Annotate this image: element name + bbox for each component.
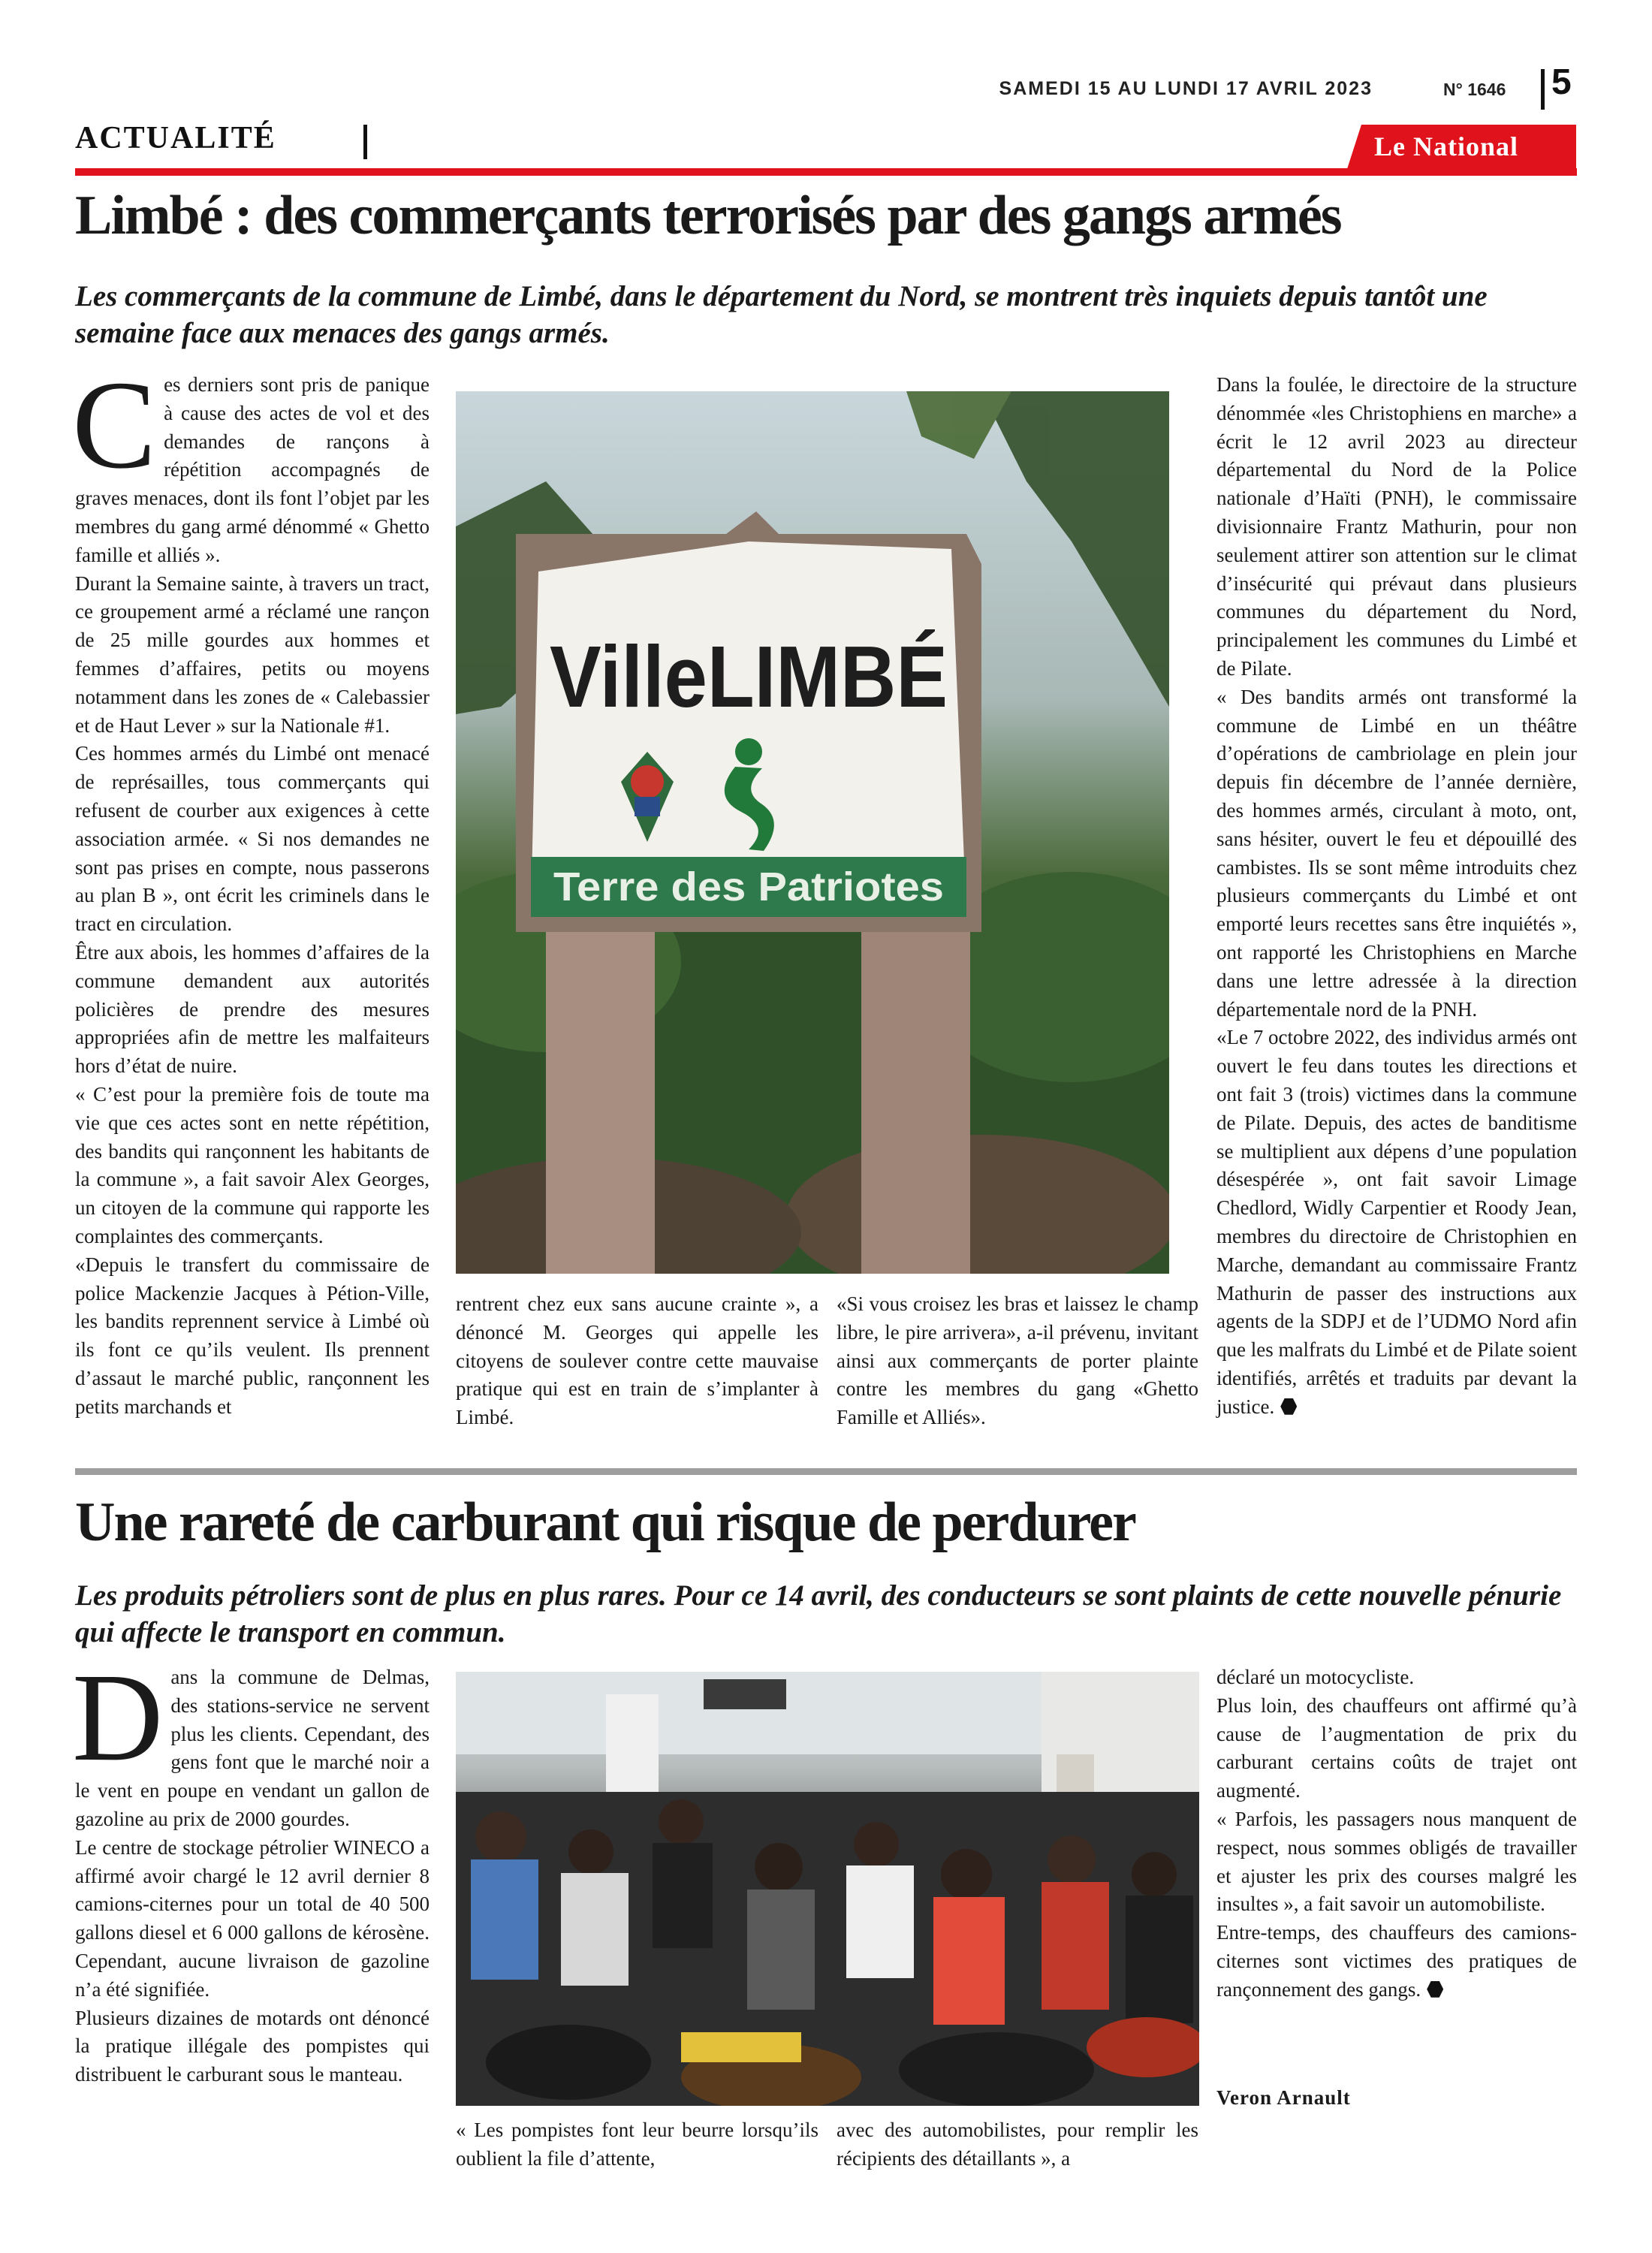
article1-column-4	[1216, 371, 1577, 1441]
article-divider	[75, 1468, 1577, 1475]
article2-title: Une rareté de carburant qui risque de perdurer	[75, 1491, 1135, 1553]
article2-paragraph: déclaré un motocycliste.	[1216, 1666, 1415, 1688]
article1-paragraph: Dans la foulée, le directoire de la structure dénommée «les Christophiens en marche» a écrit le 12 avril 2023 au directeur départemental du Nord de la Police nationale d’Haïti (PNH), le commissaire divisionnaire Frantz Mathurin, pour non seulement attirer son attention sur le climat d’insécurité qui prévaut dans plusieurs communes du département du Nord, principalement les communes du Limbé et de Pilate.	[1216, 373, 1577, 680]
issue-date: SAMEDI 15 AU LUNDI 17 AVRIL 2023	[999, 78, 1373, 99]
article1-paragraph: es derniers sont pris de panique à cause des actes de vol et des demandes de rançons à répétition accompagnés de graves menaces, dont ils font l’objet par les membres du gang armé dénommé « Ghetto famille et alliés ».	[75, 373, 430, 566]
article1-dropcap: C	[72, 355, 157, 495]
article2-paragraph: Plus loin, des chauffeurs ont affirmé qu’à cause de l’augmentation de prix du carburant certains coûts de trajet ont augmenté.	[1216, 1694, 1577, 1802]
article1-title: Limbé : des commerçants terrorisés par des gangs armés	[75, 185, 1341, 246]
article1-paragraph-text: «Le 7 octobre 2022, des individus armés ont ouvert le feu dans toutes les directions et ont fait 3 (trois) victimes dans la commune de Pilate. Depuis, des actes de banditisme se multiplient aux dépens d’une population désespérée », ont fait savoir Limage Chedlord, Widly Carpentier et Roody Jean, membres du directoire de Christophien en Marche, demandant au commissaire Frantz Mathurin de passer des instructions aux agents de la SDPJ et de l’UDMO Nord afin que les malfrats du Limbé et de Pilate soient identifiés, arrêtés et traduits par devant la justice.	[1216, 1026, 1577, 1418]
end-of-article-icon	[1427, 1981, 1443, 1998]
section-label: ACTUALITÉ	[75, 121, 276, 155]
article2-paragraph-text: Entre-temps, des chauffeurs des camions-citernes sont victimes des pratiques de rançonnement des gangs.	[1216, 1921, 1577, 2001]
article2-dropcap: D	[72, 1648, 164, 1787]
article2-paragraph: « Parfois, les passagers nous manquent de respect, nous sommes obligés de travailler et ajuster les prix des courses malgré les insultes », a fait savoir un automobiliste.	[1216, 1807, 1577, 1916]
article1-paragraph: « Des bandits armés ont transformé la commune de Limbé en un théâtre d’opérations de cambriolage en plein jour depuis fin décembre de l’année dernière, des hommes armés, circulant à moto, ont, sans hésiter, ouvert le feu et dépouillé des cambistes. Ils se sont même introduits chez plusieurs commerçants du Limbé et ont emporté leurs recettes sans être inquiétés », ont rapporté les Christophiens en Marche dans une lettre adressée à la direction départementale nord de la PNH.	[1216, 685, 1577, 1021]
article2-paragraph: Plusieurs dizaines de motards ont dénoncé la pratique illégale des pompistes qui distribuent le carburant sous le manteau.	[75, 2006, 430, 2086]
article2-column-2	[456, 2116, 818, 2173]
page-number: 5	[1551, 62, 1572, 102]
end-of-article-icon	[1280, 1398, 1297, 1415]
article2-paragraph-last	[1216, 1919, 1577, 2004]
limbe-sign-illustration	[456, 391, 1169, 1274]
fuel-crowd-illustration	[456, 1672, 1199, 2106]
sign-motto: Terre des Patriotes	[553, 864, 944, 909]
article2-byline: Veron Arnault	[1216, 2086, 1351, 2109]
sign-title: VilleLIMBÉ	[550, 628, 948, 725]
article1-paragraph-last	[1216, 1024, 1577, 1421]
article2-paragraph: Le centre de stockage pétrolier WINECO a affirmé avoir chargé le 12 avril dernier 8 camions-citernes pour un total de 40 500 gallons diesel et 6 000 gallons de kérosène. Cependant, aucune livraison de gazoline n’a été signifiée.	[75, 1835, 430, 2001]
article1-lead: Les commerçants de la commune de Limbé, dans le département du Nord, se montrent très inquiets depuis tantôt une semaine face aux menaces des gangs armés.	[75, 280, 1488, 349]
article2-column-4	[1216, 1663, 1577, 2004]
article2-paragraph: avec des automobilistes, pour remplir les récipients des détaillants », a	[837, 2119, 1198, 2170]
sign-post-left	[546, 909, 655, 1274]
article2-lead: Les produits pétroliers sont de plus en plus rares. Pour ce 14 avril, des conducteurs se sont plaints de cette nouvelle pénurie qui affecte le transport en commun.	[75, 1579, 1562, 1648]
article2-column-1	[72, 1648, 430, 2089]
article1-paragraph: «Depuis le transfert du commissaire de police Mackenzie Jacques à Pétion-Ville, les bandits reprennent service à Limbé où ils font ce qu’ils veulent. Ils prennent d’assaut le marché public, rançonnent les petits marchands et	[75, 1253, 430, 1418]
article1-paragraph: Ces hommes armés du Limbé ont menacé de représailles, tous commerçants qui refusent de courber aux exigences à cette association armée. « Si nos demandes ne sont pas prises en compte, nous passerons au plan B », ont écrit les criminels dans le tract en circulation.	[75, 742, 430, 936]
limbe-sign-photo	[456, 391, 1169, 1274]
article1-paragraph: Durant la Semaine sainte, à travers un tract, ce groupement armé a réclamé une rançon de 25 mille gourdes aux hommes et femmes d’affaires, petits ou moyens notamment dans les zones de « Calebassier et de Haut Lever » sur la Nationale #1.	[75, 572, 430, 737]
sign-post-right	[861, 909, 970, 1274]
article1-column-3	[837, 1290, 1198, 1432]
fuel-crowd-photo	[456, 1672, 1199, 2106]
article1-paragraph: «Si vous croisez les bras et laissez le champ libre, le pire arrivera», a-il prévenu, invitant ainsi aux commerçants de porter plainte contre les membres du gang «Ghetto Famille et Alliés».	[837, 1292, 1198, 1429]
article1-paragraph: Être aux abois, les hommes d’affaires de la commune demandent aux autorités policières de prendre des mesures appropriées afin de mettre les malfaiteurs hors d’état de nuire.	[75, 940, 430, 1078]
section-separator	[363, 125, 367, 159]
article2-paragraph: « Les pompistes font leur beurre lorsqu’ils oublient la file d’attente,	[456, 2119, 818, 2170]
article2-column-3	[837, 2116, 1198, 2173]
article2-paragraph: ans la commune de Delmas, des stations-service ne servent plus les clients. Cependant, des gens font que le marché noir a le vent en poupe en vendant un gallon de gazoline au prix de 2000 gourdes.	[75, 1666, 430, 1830]
article1-paragraph: rentrent chez eux sans aucune crainte », a dénoncé M. Georges qui appelle les citoyens de soulever contre cette mauvaise pratique qui est en train de s’implanter à Limbé.	[456, 1292, 818, 1429]
header-rule	[75, 168, 1577, 176]
issue-number: N° 1646	[1443, 80, 1506, 99]
article1-column-2	[456, 1290, 818, 1432]
header-separator	[1541, 69, 1545, 110]
article1-column-1	[72, 355, 430, 1441]
paper-name: Le National	[1374, 131, 1519, 161]
article1-paragraph: « C’est pour la première fois de toute ma vie que ces actes sont en nette répétition, des bandits qui rançonnent les habitants de la commune », a fait savoir Alex Georges, un citoyen de la commune qui rapporte les complaintes des commerçants.	[75, 1082, 430, 1247]
